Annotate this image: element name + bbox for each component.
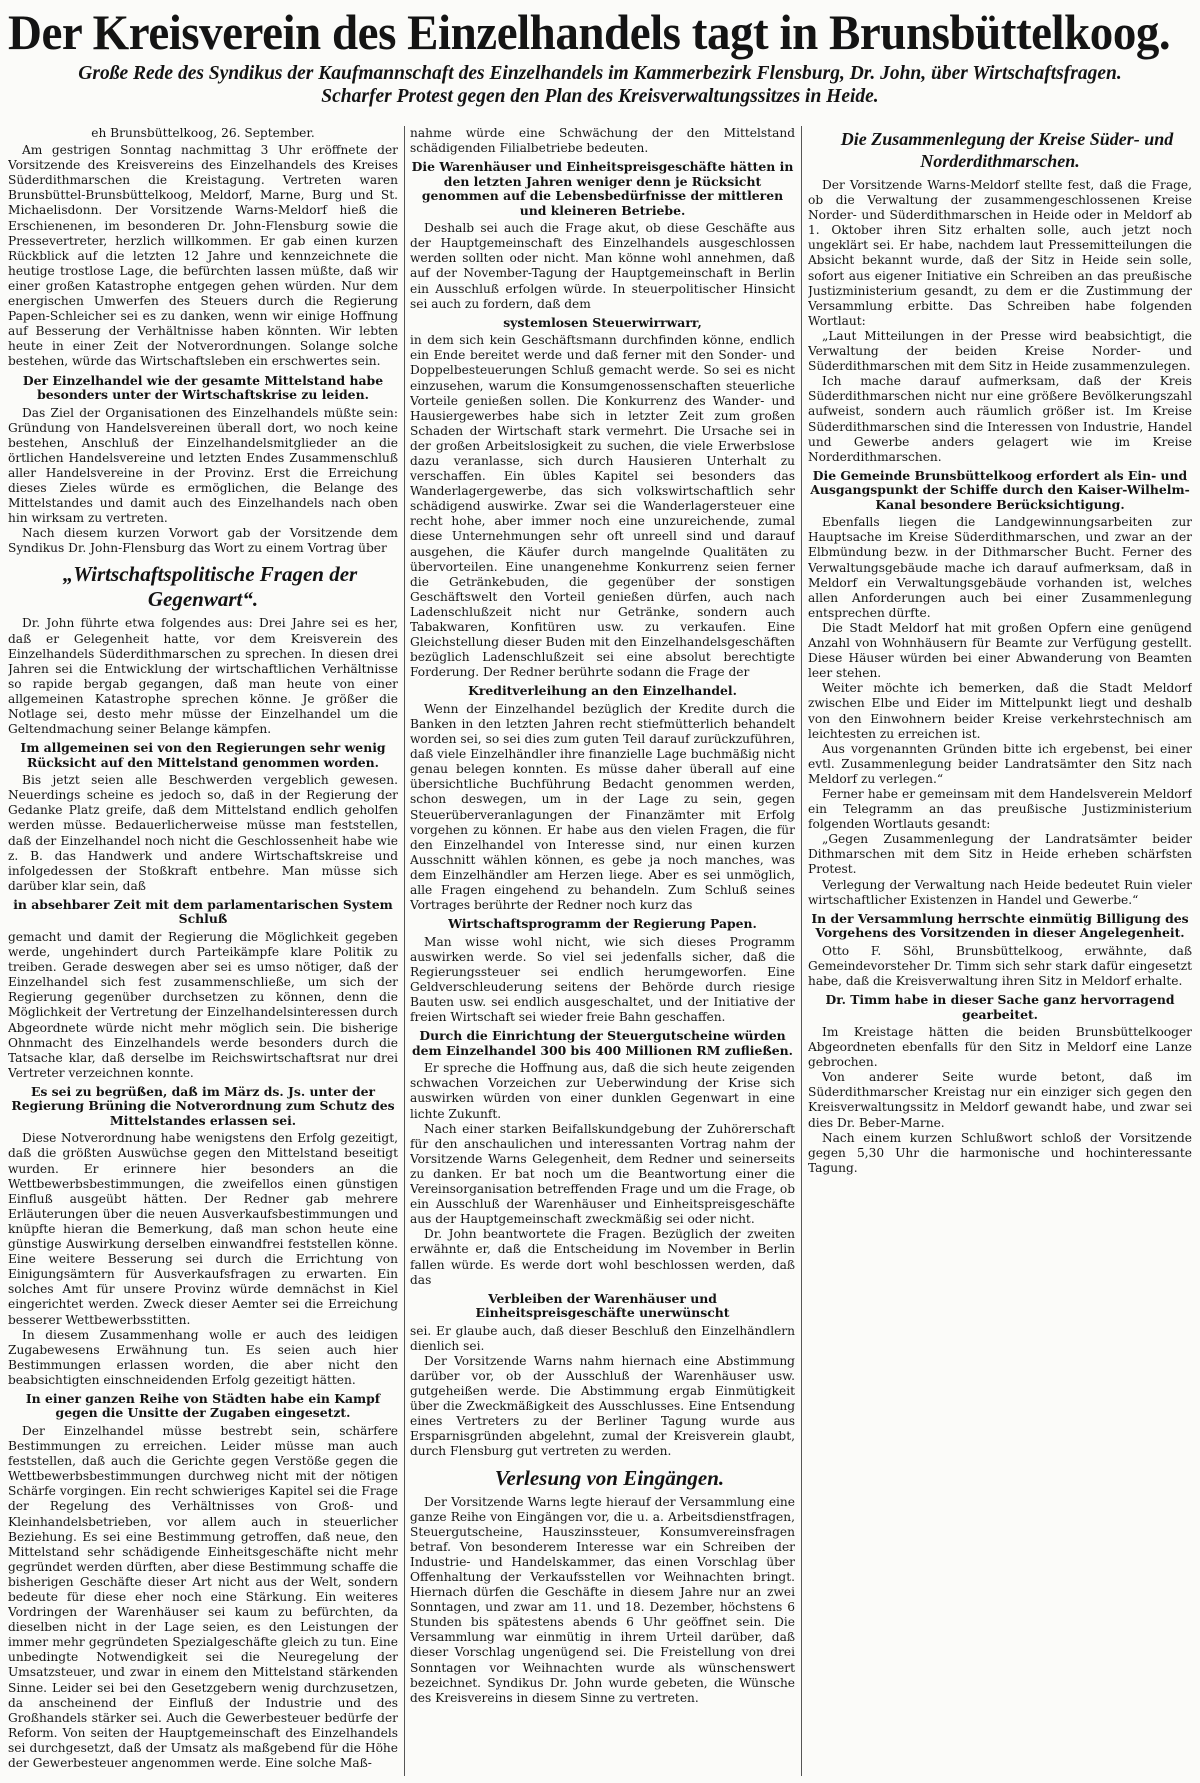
subheading: Dr. Timm habe in dieser Sache ganz hervorragend gearbeitet. xyxy=(825,992,1175,1022)
paragraph: nahme würde eine Schwächung der den Mittelstand schädigenden Filialbetriebe bedeuten. xyxy=(410,126,795,156)
dateline: eh Brunsbüttelkoog, 26. September. xyxy=(91,126,315,140)
column-divider xyxy=(404,126,405,1776)
subheading: Wirtschaftsprogramm der Regierung Papen. xyxy=(448,916,757,932)
paragraph: Nach einem kurzen Schlußwort schloß der Vorsitzende gegen 5,30 Uhr die harmonische und hochinteressante Tagung. xyxy=(808,1130,1192,1175)
paragraph: Diese Notverordnung habe wenigstens den Erfolg gezeitigt, daß die größten Auswüchse gegen den Mittelstand beseitigt wurden. Er erinnere hier besonders an die Wettbewerbsbestimmungen, die zweifellos einen günstigen Einfluß ausgeübt hätten. Der Redner gab mehrere Erläuterungen über die neuen Ausverkaufsbestimmungen und knüpfte hieran die Bemerkung, daß man schon heute eine günstige Auswirkung derselben einwandfrei feststellen könne. Eine weitere Besserung sei durch die Errichtung von Einigungsämtern für Ausverkaufsfragen zu erwarten. Ein solches Amt für unsere Provinz würde demnächst in Kiel eingerichtet werden. Zweck dieser Aemter sei die Erreichung besserer Wettbewerbsstitten. xyxy=(8,1131,398,1327)
paragraph: sei. Er glaube auch, daß dieser Beschluß den Einzelhändlern dienlich sei. xyxy=(410,1323,795,1353)
paragraph: Von anderer Seite wurde betont, daß im Süderdithmarscher Kreistag nur ein einziger sich gegen den Kreisverwaltungssitz in Meldorf gewandt habe, und zwar sei dies Dr. Beber-Marne. xyxy=(808,1070,1192,1130)
subheadline-line-2: Scharfer Protest gegen den Plan des Kreisverwaltungssitzes in Heide. xyxy=(321,86,879,107)
quoted-paragraph: Ich mache darauf aufmerksam, daß der Kreis Süderdithmarschen nicht nur eine größere Bevölkerungszahl aufweist, sondern auch räumlich größer ist. Im Kreise Süderdithmarschen sind die Interessen von Industrie, Handel und Gewerbe anders gelagert wie im Kreise Norderdithmarschen. xyxy=(808,374,1192,464)
headline: Der Kreisverein des Einzelhandels tagt in Brunsbüttelkoog. xyxy=(8,4,1171,60)
paragraph: Deshalb sei auch die Frage akut, ob diese Geschäfte aus der Hauptgemeinschaft des Einzelhandels ausgeschlossen werden sollten oder nicht. Man könne wohl annehmen, daß auf der November-Tagung der Hauptgemeinschaft in Berlin ein Ausschluß erfolgen würde. In steuerpolitischer Hinsicht sei auch zu fordern, daß dem xyxy=(410,221,795,311)
subheading: Durch die Einrichtung der Steuergutscheine würden dem Einzelhandel 300 bis 400 Millionen RM zufließen. xyxy=(412,1028,793,1058)
quoted-paragraph: Weiter möchte ich bemerken, daß die Stadt Meldorf zwischen Elbe und Eider im Mittelpunkt liegt und deshalb von den Einwohnern beider Kreise verkehrstechnisch am leichtesten zu erreichen ist. xyxy=(808,681,1192,741)
subheading: Kreditverleihung an den Einzelhandel. xyxy=(468,683,737,699)
quoted-paragraph: Verlegung der Verwaltung nach Heide bedeutet Ruin vieler wirtschaftlicher Existenzen in Handel und Gewerbe.“ xyxy=(808,877,1192,907)
quoted-paragraph: Die Stadt Meldorf hat mit großen Opfern eine genügend Anzahl von Wohnhäusern für Beamte zur Verfügung gestellt. Diese Häuser würden bei einer Abwanderung von Beamten leer stehen. xyxy=(808,620,1192,681)
paragraph: Bis jetzt seien alle Beschwerden vergeblich gewesen. Neuerdings scheine es jedoch so, daß in der Regierung der Gedanke Platz greife, daß dem Mittelstand endlich geholfen werden müsse. Bedauerlicherweise müsse man feststellen, daß der Einzelhandel noch nicht die Geschlossenheit habe wie z. B. das Handwerk und andere Wirtschaftskreise und infolgedessen der Stoßkraft entbehre. Man müsse sich darüber klar sein, daß xyxy=(8,773,398,893)
subheading: Die Gemeinde Brunsbüttelkoog erfordert als Ein- und Ausgangspunkt der Schiffe durch den Kaiser-Wilhelm-Kanal besondere Berücksichtigung. xyxy=(810,467,1190,512)
paragraph: Er spreche die Hoffnung aus, daß die sich heute zeigenden schwachen Vorzeichen zur Ueberwindung der Krise sich auswirken würden von einer dunklen Gegenwart in eine lichte Zukunft. xyxy=(410,1061,795,1121)
quoted-paragraph: Aus vorgenannten Gründen bitte ich ergebenst, bei einer evtl. Zusammenlegung beider Landratsämter den Sitz nach Meldorf zu verlegen.“ xyxy=(808,741,1192,786)
paragraph: Dr. John beantwortete die Fragen. Bezüglich der zweiten erwähnte er, daß die Entscheidung im November in Berlin fallen würde. Es werde dort wohl beschlossen werden, daß das xyxy=(410,1227,795,1287)
paragraph: Nach einer starken Beifallskundgebung der Zuhörerschaft für den anschaulichen und interessanten Vortrag nahm der Vorsitzende Warns Gelegenheit, dem Redner und seinerseits zu danken. Er bat noch um die Beantwortung einer die Vereinsorganisation betreffenden Frage und um die Frage, ob ein Ausschluß der Warenhäuser und Einheitspreisgeschäfte aus der Hauptgemeinschaft zweckmäßig sei oder nicht. xyxy=(410,1121,795,1227)
quoted-paragraph: „Laut Mitteilungen in der Presse wird beabsichtigt, die Verwaltung der beiden Kreise Norder- und Süderdithmarschen mit dem Sitz in Heide zusammenzulegen. xyxy=(808,328,1192,374)
section-title: Verlesung von Eingängen. xyxy=(494,1465,725,1490)
paragraph: Ferner habe er gemeinsam mit dem Handelsverein Meldorf ein Telegramm an das preußische Justizministerium folgenden Wortlauts gesandt: xyxy=(808,786,1192,832)
paragraph: In diesem Zusammenhang wolle er auch des leidigen Zugabewesens Erwähnung tun. Es seien auch hier Bestimmungen erlassen worden, die aber nicht den beabsichtigten einschneidenden Erfolg gezeitigt hätten. xyxy=(8,1327,398,1387)
subheadline-line-1: Große Rede des Syndikus der Kaufmannschaft des Einzelhandels im Kammerbezirk Flensburg, Dr. John, über Wirtschaftsfragen. xyxy=(78,63,1122,84)
subheading: In einer ganzen Reihe von Städten habe ein Kampf gegen die Unsitte der Zugaben eingesetzt. xyxy=(25,1390,381,1421)
subheading: systemlosen Steuerwirrwarr, xyxy=(503,314,702,330)
subheadline xyxy=(8,62,1192,108)
column-divider xyxy=(801,126,802,1776)
paragraph: Otto F. Söhl, Brunsbüttelkoog, erwähnte, daß Gemeindevorsteher Dr. Timm sich sehr stark dafür eingesetzt habe, daß die Kreisverwaltung ihren Sitz in Meldorf erhalte. xyxy=(808,943,1192,988)
paragraph: Der Einzelhandel müsse bestrebt sein, schärfere Bestimmungen zu erreichen. Leider müsse man auch feststellen, daß auch die Gerichte gegen Verstöße gegen die Wettbewerbsbestimmungen durchweg nicht mit der nötigen Schärfe vorgingen. Ein recht schwieriges Kapitel sei die Frage der Regelung des Verhältnisses von Groß- und Kleinhandelsbetrieben, vor allem auch in steuerlicher Beziehung. Es sei eine Bestimmung getroffen, daß neue, den Mittelstand sehr schädigende Einheitsgeschäfte nicht mehr gegründet werden dürften, aber diese Bestimmung schaffe die bisherigen Geschäfte dieser Art nicht aus der Welt, sondern bedeute für diese eher noch eine Stärkung. Ein weiteres Vordringen der Warenhäuser sei kaum zu befürchten, da dieselben nicht in der Lage seien, es den Leistungen der immer mehr gegründeten Spezialgeschäfte gleich zu tun. Eine unbedingte Notwendigkeit sei die Neuregelung der Umsatzsteuer, und zwar in einem den Mittelstand stärkenden Sinne. Leider sei bei den Gesetzgebern wenig durchzusetzen, da anscheinend der Einfluß der Industrie und des Großhandels stärker sei. Auch die Gewerbesteuer bedürfe der Reform. Von seiten der Hauptgemeinschaft des Einzelhandels sei durchgesetzt, daß der Umsatz als maßgebend für die Höhe der Gewerbesteuer angenommen werde. Eine solche Maß- xyxy=(8,1423,398,1771)
paragraph: in dem sich kein Geschäftsmann durchfinden könne, endlich ein Ende bereitet werde und daß ferner mit den Sonder- und Doppelbesteuerungen Schluß gemacht werde. So sei es nicht einzusehen, warum die Konsumgenossenschaften steuerliche Vorteile genießen sollen. Die Konkurrenz des Wander- und Hausiergewerbes habe sich in letzter Zeit zum großen Schaden der Wirtschaft stark vermehrt. Die Ursache sei in der großen Arbeitslosigkeit zu suchen, die viele Erwerbslose dazu veranlasse, sich durch Hausieren Unterhalt zu verschaffen. Ein übles Kapitel sei besonders das Wanderlagergewerbe, das sich volkswirtschaftlich sehr schädigend auswirke. Zwar sei die Wanderlagersteuer eine recht hohe, aber immer noch eine unzureichende, zumal diese Unternehmungen sehr oft unreell sind und darauf ausgehen, die Käufer durch mangelnde Qualitäten zu übervorteilen. Eine unangenehme Konkurrenz seien ferner die Getränkebuden, die gegenüber der sonstigen Geschäftswelt den Vorteil genießen dürfen, auch nach Ladenschlußzeit nicht nur Getränke, sondern auch Tabakwaren, Konfitüren usw. zu verkaufen. Eine Gleichstellung dieser Buden mit den Einzelhandelsgeschäften bezüglich Ladenschlußzeit sei eine absolut berechtigte Forderung. Der Redner berührte sodann die Frage der xyxy=(410,333,795,680)
quoted-paragraph: „Gegen Zusammenlegung der Landratsämter beider Dithmarschen mit dem Sitz in Heide erheben schärfsten Protest. xyxy=(808,832,1192,877)
subheading: In der Versammlung herrschte einmütig Billigung des Vorgehens des Vorsitzenden in dieser Angelegenheit. xyxy=(811,910,1189,941)
paragraph: Nach diesem kurzen Vorwort gab der Vorsitzende dem Syndikus Dr. John-Flensburg das Wort zu einem Vortrag über xyxy=(8,526,398,556)
paragraph: Der Vorsitzende Warns nahm hiernach eine Abstimmung darüber vor, ob der Ausschluß der Warenhäuser usw. gutgeheißen werde. Die Abstimmung ergab Einmütigkeit über die Zweckmäßigkeit des Ausschlusses. Eine Entsendung eines Vertreters zu der Berliner Tagung wurde aus Ersparnisgründen abgelehnt, zumal der Kreisverein glaubt, durch Flensburg gut vertreten zu werden. xyxy=(410,1353,795,1459)
subheading: Es sei zu begrüßen, daß im März ds. Js. unter der Regierung Brüning die Notverordnung zum Schutz des Mittelstandes erlassen sei. xyxy=(11,1083,395,1128)
paragraph: Dr. John führte etwa folgendes aus: Drei Jahre sei es her, daß er Gelegenheit hatte, vor dem Kreisverein des Einzelhandels Süderdithmarschen zu sprechen. In diesen drei Jahren sei die Entwicklung der wirtschaftlichen Verhältnisse so rapide bergab gegangen, daß man heute von einer allgemeinen Katastrophe sprechen könne. Je größer die Notlage sei, desto mehr müsse der Einzelhandel um die Geltendmachung seiner Belange kämpfen. xyxy=(8,616,398,737)
section-title: Die Zusammenlegung der Kreise Süder- und Norderdithmarschen. xyxy=(840,129,1174,171)
paragraph: Das Ziel der Organisationen des Einzelhandels müßte sein: Gründung von Handelsvereinen überall dort, wo noch keine bestehen, Anschluß der Einzelhandelsmitglieder an die örtlichen Handelsvereine und letzten Endes Zusammenschluß aller Handelsvereine in der Provinz. Erst die Erreichung dieses Zieles würde es ermöglichen, die Belange des Mittelstandes und damit auch des Einzelhandels nach oben hin wirksam zu vertreten. xyxy=(8,405,398,526)
article-column-1 xyxy=(8,126,398,1776)
paragraph: Wenn der Einzelhandel bezüglich der Kredite durch die Banken in den letzten Jahren recht stiefmütterlich behandelt worden sei, so sei dies zum guten Teil darauf zurückzuführen, daß viele Einzelhändler ihre finanzielle Lage buchmäßig nicht genau belegen konnten. Es müsse daher überall auf eine übersichtliche Buchführung Bedacht genommen werden, schon deswegen, um in der Lage zu sein, gegen Steuerüberveranlagungen der Finanzämter mit Erfolg vorgehen zu können. Er habe aus den vielen Fragen, die für den Einzelhandel von Interesse sind, nur einen kurzen Ausschnitt wählen können, es gebe ja noch manches, was dem Einzelhändler am Herzen liege. Aber es sei unmöglich, alle Fragen eingehend zu behandeln. Zum Schluß seines Vortrages berührte der Redner noch kurz das xyxy=(410,701,795,913)
section-title: „Wirtschaftspolitische Fragen der Gegenwart“. xyxy=(62,562,358,612)
quoted-paragraph: Ebenfalls liegen die Landgewinnungsarbeiten zur Hauptsache im Kreise Süderdithmarschen, und zwar an der Elbmündung bezw. in der Dithmarscher Bucht. Ferner des Verwaltungsgebäude mache ich darauf aufmerksam, daß in Meldorf ein Verwaltungsgebäude vorhanden ist, welches allen Anforderungen auch bei einer Zusammenlegung entsprechen dürfte. xyxy=(808,515,1192,620)
paragraph: Man wisse wohl nicht, wie sich dieses Programm auswirken werde. So viel sei jedenfalls sicher, daß die Regierungssteuer sei endlich herumgeworfen. Eine Geldverschleuderung seitens der Behörde durch riesige Bauten usw. sei endlich ausgeschaltet, und der Initiative der freien Wirtschaft sei wieder freie Bahn geschaffen. xyxy=(410,934,795,1025)
article-column-3 xyxy=(808,126,1192,1776)
paragraph: Im Kreistage hätten die beiden Brunsbüttelkooger Abgeordneten ebenfalls für den Sitz in Meldorf eine Lanze gebrochen. xyxy=(808,1025,1192,1070)
subheading: Verbleiben der Warenhäuser und Einheitspreisgeschäfte unerwünscht xyxy=(475,1290,730,1321)
subheading: Im allgemeinen sei von den Regierungen sehr wenig Rücksicht auf den Mittelstand genommen worden. xyxy=(20,740,386,770)
subheading: Die Warenhäuser und Einheitspreisgeschäfte hätten in den letzten Jahren weniger denn je Rücksicht genommen auf die Lebensbedürfnisse der mittleren und kleineren Betriebe. xyxy=(411,159,794,218)
paragraph: Am gestrigen Sonntag nachmittag 3 Uhr eröffnete der Vorsitzende des Kreisvereins des Einzelhandels des Kreises Süderdithmarschen die Kreistagung. Vertreten waren Brunsbüttel-Brunsbüttelkoog, Meldorf, Marne, Burg und St. Michaelisdonn. Der Vorsitzende Warns-Meldorf hieß die Erschienenen, im besonderen Dr. John-Flensburg sowie die Pressevertreter, herzlich willkommen. Er gab einen kurzen Rückblick auf die letzten 12 Jahre und kennzeichnete die heutige trostlose Lage, die befürchten lassen müßte, daß wir einer großen Katastrophe entgegen gehen würden. Nur dem energischen Umwerfen des Steuers durch die Regierung Papen-Schleicher sei es zu danken, wenn wir einige Hoffnung auf Besserung der Verhältnisse haben könnten. Wir lebten heute in einer Zeit der Notverordnungen. Solange solche bestehen, würde das Wirtschaftsleben ein erschwertes sein. xyxy=(8,143,398,369)
article-column-2 xyxy=(410,126,795,1776)
paragraph: Der Vorsitzende Warns-Meldorf stellte fest, daß die Frage, ob die Verwaltung der zusammengeschlossenen Kreise Norder- und Süderdithmarschen in Heide oder in Meldorf ab 1. Oktober ihren Sitz erhalten solle, auch jetzt noch ungeklärt sei. Er habe, nachdem laut Pressemitteilungen die Absicht bekannt wurde, daß der Sitz in Heide sein solle, sofort aus eigener Initiative ein Schreiben an das preußische Justizministerium gesandt, zu dem er die Zustimmung der Versammlung erbitte. Das Schreiben habe folgenden Wortlaut: xyxy=(808,178,1192,328)
subheading: in absehbarer Zeit mit dem parlamentarischen System Schluß xyxy=(13,896,393,927)
subheading: Der Einzelhandel wie der gesamte Mittelstand habe besonders unter der Wirtschaftskrise zu leiden. xyxy=(22,372,384,402)
paragraph: gemacht und damit der Regierung die Möglichkeit gegeben werde, ungehindert durch Parteikämpfe klare Politik zu treiben. Gerade deswegen aber sei es umso nötiger, daß der Einzelhandel sich fest zusammenschließe, um sich der Regierung gegenüber durchsetzen zu können, denn die Möglichkeit der Vertretung der Einzelhandelsinteressen durch Abgeordnete würde nicht mehr möglich sein. Die bisherige Ohnmacht des Einzelhandels werde besonders durch die Tatsache klar, daß derselbe im Reichswirtschaftsrat nur drei Vertreter verzeichnen konnte. xyxy=(8,929,398,1080)
paragraph: Der Vorsitzende Warns legte hierauf der Versammlung eine ganze Reihe von Eingängen vor, die u. a. Arbeitsdienstfragen, Steuergutscheine, Hauszinssteuer, Konsumvereinsfragen betraf. Von besonderem Interesse war ein Schreiben der Industrie- und Handelskammer, das einen Vorschlag über Offenhaltung der Verkaufsstellen vor Weihnachten bringt. Hiernach dürfen die Geschäfte in diesem Jahre nur an zwei Sonntagen, und zwar am 11. und 18. Dezember, höchstens 6 Stunden bis spätestens abends 6 Uhr geöffnet sein. Die Versammlung war einmütig in ihrem Urteil darüber, daß dieser Vorschlag ungenügend sei. Die Freistellung von drei Sonntagen vor Weihnachten wurde als wünschenswert bezeichnet. Syndikus Dr. John wurde gebeten, die Wünsche des Kreisvereins in diesem Sinne zu vertreten. xyxy=(410,1494,795,1705)
